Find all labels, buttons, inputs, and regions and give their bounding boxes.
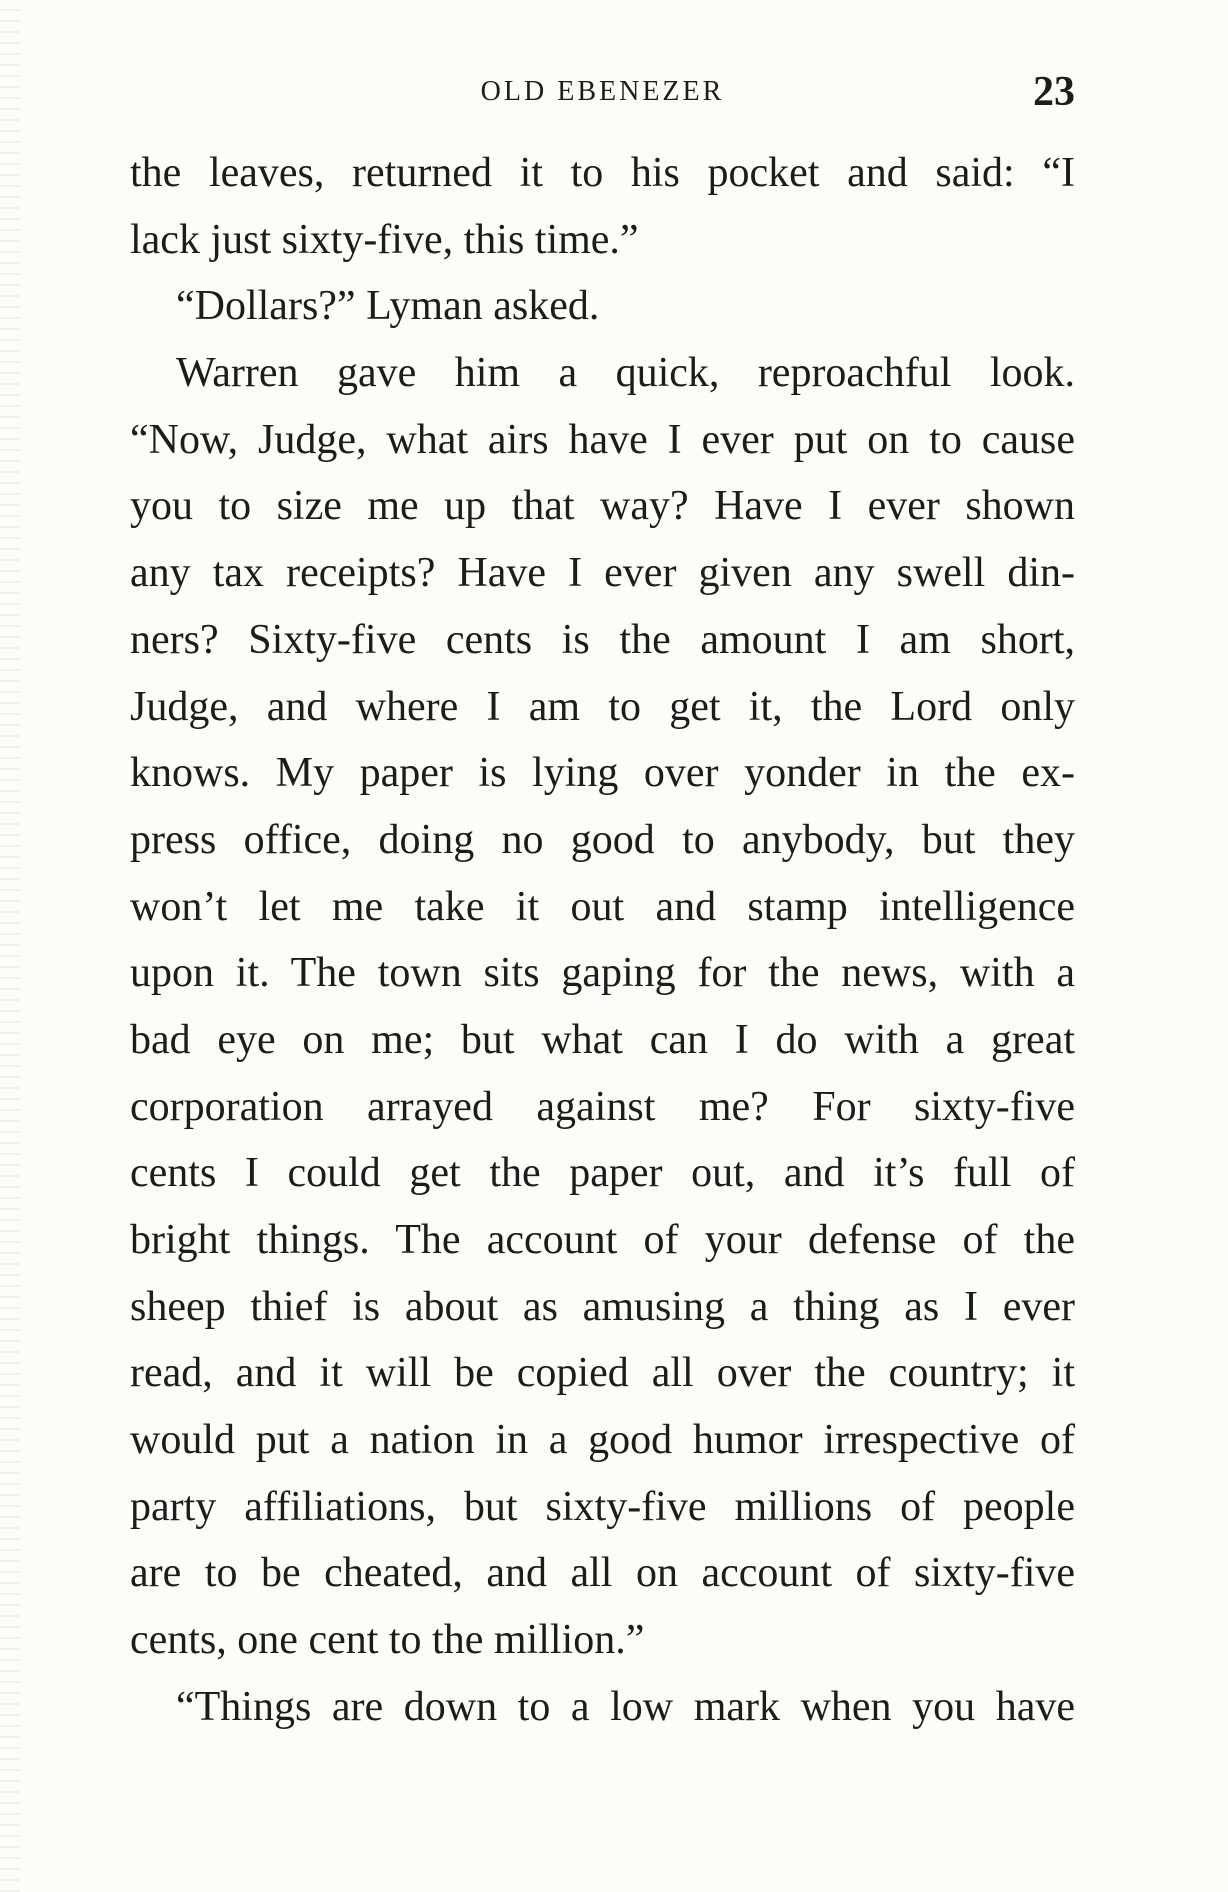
text-line: cents I could get the paper out, and it’s full of bbox=[130, 1150, 1075, 1197]
text-line: you to size me up that way? Have I ever shown bbox=[130, 483, 1075, 530]
text-line: party affiliations, but sixty-five millions of people bbox=[130, 1483, 1075, 1530]
text-line: corporation arrayed against me? For sixty-five bbox=[130, 1083, 1075, 1130]
text-line: “Now, Judge, what airs have I ever put on to cause bbox=[130, 416, 1075, 463]
text-line: sheep thief is about as amusing a thing as I ever bbox=[130, 1283, 1075, 1330]
text-line: would put a nation in a good humor irrespective of bbox=[130, 1417, 1075, 1464]
text-line: lack just sixty-five, this time.” bbox=[130, 216, 639, 263]
running-title: OLD EBENEZER bbox=[480, 76, 725, 107]
text-line: press office, doing no good to anybody, but they bbox=[130, 816, 1075, 863]
text-line: are to be cheated, and all on account of sixty-five bbox=[130, 1550, 1075, 1597]
text-line: the leaves, returned it to his pocket and said: “I bbox=[130, 150, 1075, 196]
text-line: ners? Sixty-five cents is the amount I am short, bbox=[130, 616, 1075, 663]
text-line: “Things are down to a low mark when you have bbox=[176, 1683, 1075, 1730]
body-text bbox=[130, 140, 1075, 1741]
running-header bbox=[130, 68, 1075, 118]
text-line: read, and it will be copied all over the country; it bbox=[130, 1350, 1075, 1397]
text-line: Warren gave him a quick, reproachful look. bbox=[176, 350, 1075, 397]
page-edge-shadow bbox=[0, 0, 20, 1892]
text-line: bad eye on me; but what can I do with a great bbox=[130, 1016, 1075, 1063]
text-line: bright things. The account of your defense of the bbox=[130, 1217, 1075, 1263]
page-number: 23 bbox=[1033, 69, 1075, 115]
text-line: cents, one cent to the million.” bbox=[130, 1617, 645, 1664]
text-line: won’t let me take it out and stamp intelligence bbox=[130, 883, 1075, 930]
text-line: any tax receipts? Have I ever given any swell din- bbox=[130, 550, 1075, 597]
text-line: Judge, and where I am to get it, the Lord only bbox=[130, 683, 1075, 730]
text-line: “Dollars?” Lyman asked. bbox=[176, 283, 600, 330]
text-line: knows. My paper is lying over yonder in the ex- bbox=[130, 750, 1075, 797]
text-line: upon it. The town sits gaping for the news, with a bbox=[130, 950, 1075, 997]
